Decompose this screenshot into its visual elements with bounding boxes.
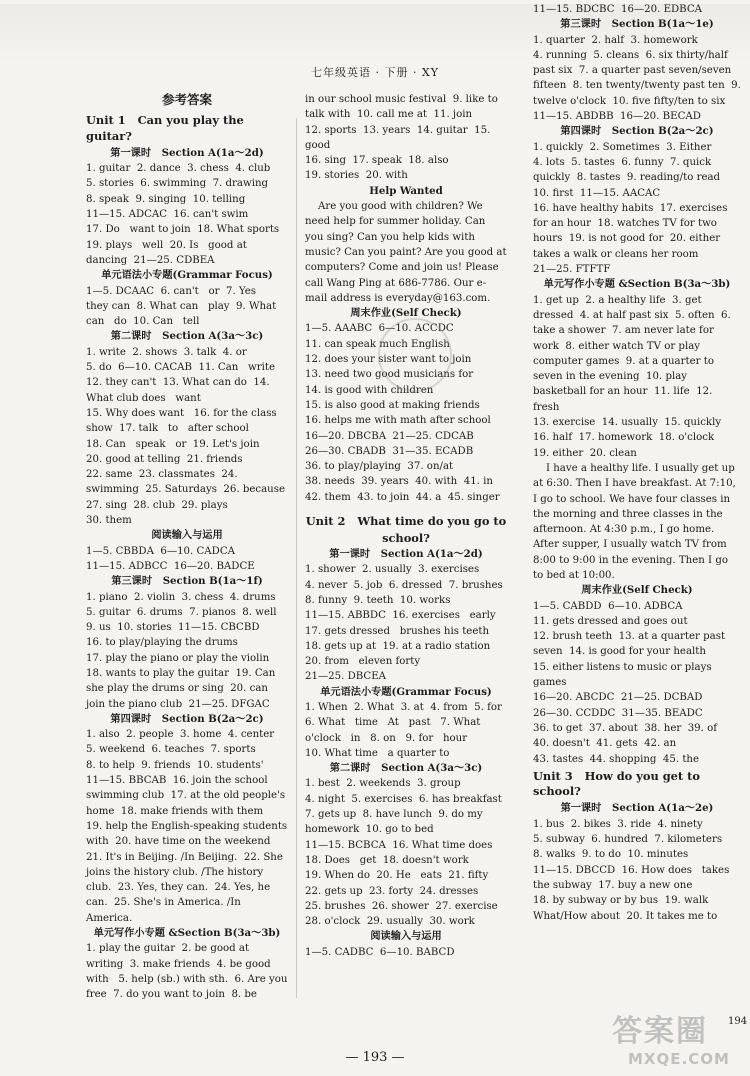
subsection-heading: 第一课时 Section A(1a～2d) bbox=[110, 146, 264, 159]
answer-line: 5. guitar 6. drums 7. pianos 8. well bbox=[86, 606, 277, 618]
answer-line: 16. sing 17. speak 18. also bbox=[305, 155, 449, 167]
answer-line: 27. sing 28. club 29. plays bbox=[86, 499, 228, 511]
answer-line: 17. Do want to join 18. What sports bbox=[86, 224, 280, 236]
page-number: — 193 — bbox=[345, 1050, 405, 1065]
answer-line: 1. quickly 2. Sometimes 3. Either bbox=[533, 141, 712, 153]
answer-line: 11—15. ABBDC 16. exercises early bbox=[305, 610, 496, 622]
answer-line: 1. When 2. What 3. at 4. from 5. for bbox=[305, 701, 502, 713]
answer-line: 11. gets dressed and goes out bbox=[533, 615, 688, 627]
column-right bbox=[533, 2, 745, 924]
watermark-url: MXQE.COM bbox=[628, 1050, 730, 1068]
answer-line: 18. wants to play the guitar 19. Can she play the drums or sing 20. can join the piano club 21—25. DFGAC bbox=[86, 667, 279, 710]
answer-line: 16—20. ABCDC 21—25. DCBAD bbox=[533, 692, 703, 704]
answer-line: 8. to help 9. friends 10. students' bbox=[86, 759, 264, 771]
answer-line: 15. Why does want 16. for the class show 17. talk to after school bbox=[86, 407, 280, 435]
answer-line: Are you good with children? We need help for summer holiday. Can you sing? Can you help kids with music? Can you paint? Are you good at computers? Come and join us! Please call Wang Ping at 686-7786. Our e-mail address is everyday@163.com. bbox=[305, 201, 510, 304]
answer-line: 18. gets up at 19. at a radio station bbox=[305, 640, 491, 652]
answer-line: 16. have healthy habits 17. exercises for an hour 18. watches TV for two hours 19. is not good for 20. either takes a walk or cleans her room bbox=[533, 202, 731, 260]
subsection-heading: Help Wanted bbox=[369, 184, 443, 197]
section-title: 参考答案 bbox=[161, 92, 212, 107]
answer-line: 11—15. BBCAB 16. join the school swimming club 17. at the old people's home 18. make friends with them bbox=[86, 775, 289, 817]
answer-line: 22. gets up 23. forty 24. dresses bbox=[305, 885, 479, 897]
column-middle bbox=[305, 92, 511, 960]
answer-line: 22. same 23. classmates 24. swimming 25. Saturdays 26. because bbox=[86, 469, 286, 496]
column-divider bbox=[296, 118, 297, 998]
answer-line: 11—15. ADCAC 16. can't swim bbox=[86, 209, 249, 221]
answer-line: 1. shower 2. usually 3. exercises bbox=[305, 564, 480, 576]
answer-line: 11—15. BCBCA 16. What time does bbox=[305, 839, 493, 851]
answer-line: 13. need two good musicians for bbox=[305, 369, 474, 381]
answer-line: 4. never 5. job 6. dressed 7. brushes 8. funny 9. teeth 10. works bbox=[305, 579, 510, 606]
answer-line: 21—25. DBCEA bbox=[305, 671, 387, 683]
subsection-heading: 第二课时 Section A(3a～3c) bbox=[329, 762, 483, 775]
answer-line: 19. plays well 20. Is good at dancing 21—25. CDBEA bbox=[86, 239, 251, 266]
answer-line: 12. sports 13. years 14. guitar 15. good bbox=[305, 124, 494, 151]
column-left bbox=[86, 92, 291, 1003]
answer-line: 16. half 17. homework 18. o'clock bbox=[533, 432, 715, 444]
answer-line: 14. is good with children bbox=[305, 384, 434, 396]
answer-line: 30. them bbox=[86, 515, 132, 527]
subsection-heading: 第四课时 Section B(2a～2c) bbox=[110, 712, 264, 725]
answer-line: 38. needs 39. years 40. with 41. in bbox=[305, 476, 493, 488]
page-header: 七年级英语 · 下册 · XY bbox=[310, 66, 440, 79]
subsection-heading: 周末作业(Self Check) bbox=[350, 307, 462, 320]
subsection-heading: 第一课时 Section A(1a～2e) bbox=[560, 802, 714, 815]
answer-line: What/How about 20. It takes me to bbox=[533, 910, 718, 922]
answer-line: 4. running 5. cleans 6. six thirty/half past six 7. a quarter past seven/seven fifteen 8. ten twenty/twenty past ten 9. twelve o'clock 10. five fifty/ten to six bbox=[533, 49, 745, 107]
answer-line: 11. can speak much English bbox=[305, 338, 450, 350]
answer-line: 19. help the English-speaking students with 20. have time on the weekend bbox=[86, 820, 291, 848]
answer-line: 17. play the piano or play the violin bbox=[86, 652, 270, 664]
subsection-heading: 单元写作小专题 &Section B(3a～3b) bbox=[93, 927, 281, 940]
answer-line: 15. either listens to music or plays games bbox=[533, 661, 715, 689]
answer-line: 1. piano 2. violin 3. chess 4. drums bbox=[86, 591, 276, 603]
answer-line: 1. quarter 2. half 3. homework bbox=[533, 34, 698, 46]
answer-line: 16. helps me with math after school bbox=[305, 415, 491, 427]
answer-line: 20. from eleven forty bbox=[305, 656, 421, 668]
answer-line: 5. subway 6. hundred 7. kilometers bbox=[533, 834, 723, 846]
answer-line: 19. When do 20. He eats 21. fifty bbox=[305, 870, 489, 882]
stamp-mark bbox=[378, 318, 452, 392]
subsection-heading: 单元语法小专题(Grammar Focus) bbox=[320, 685, 492, 698]
answer-line: 18. Does get 18. doesn't work bbox=[305, 854, 469, 866]
subsection-heading: 阅读输入与运用 bbox=[370, 930, 442, 943]
answer-line: 12. brush teeth 13. at a quarter past seven 14. is good for your health bbox=[533, 631, 729, 658]
unit-heading: Unit 1 Can you play the guitar? bbox=[86, 113, 248, 143]
answer-line: 11—15. ABDBB 16—20. BECAD bbox=[533, 111, 701, 123]
subsection-heading: 阅读输入与运用 bbox=[151, 529, 223, 542]
answer-line: 4. night 5. exercises 6. has breakfast bbox=[305, 793, 502, 805]
answer-line: 26—30. CBADB 31—35. ECADB bbox=[305, 445, 474, 457]
answer-line: 40. doesn't 41. gets 42. an bbox=[533, 738, 677, 750]
answer-line: 5. weekend 6. teaches 7. sports bbox=[86, 744, 256, 756]
watermark-text: 答案圈 bbox=[612, 1014, 708, 1049]
answer-line: 18. Can speak or 19. Let's join bbox=[86, 438, 260, 450]
answer-line: 16. to play/playing the drums bbox=[86, 637, 238, 649]
subsection-heading: 第三课时 Section B(1a～1f) bbox=[111, 575, 263, 588]
answer-line: 1—5. DCAAC 6. can't or 7. Yes they can 8. What can play 9. What can do 10. Can tell bbox=[86, 285, 286, 328]
answer-line: 9. us 10. stories 11—15. CBCBD bbox=[86, 622, 260, 634]
answer-line: 1. write 2. shows 3. talk 4. or bbox=[86, 346, 247, 358]
corner-page-number: 194 bbox=[728, 1016, 748, 1027]
answer-line: 1—5. AAABC 6—10. ACCDC bbox=[305, 323, 454, 335]
subsection-heading: 第三课时 Section B(1a～1e) bbox=[560, 18, 714, 31]
answer-line: 1. play the guitar 2. be good at writing 3. make friends 4. be good with 5. help (sb.) with sth. 6. Are you free 7. do you want to join 8. be bbox=[86, 943, 291, 1001]
subsection-heading: 单元写作小专题 &Section B(3a～3b) bbox=[543, 278, 731, 291]
subsection-heading: 第一课时 Section A(1a～2d) bbox=[329, 548, 483, 561]
answer-line: 42. them 43. to join 44. a 45. singer bbox=[305, 491, 500, 503]
answer-line: 36. to play/playing 37. on/at bbox=[305, 461, 454, 473]
answer-line: 1. get up 2. a healthy life 3. get dressed 4. at half past six 5. often 6. take a shower 7. am never late for work 8. either watch TV or play computer games 9. at a quarter to seven in the evening 10. play basketball for an hour 11. life 12. fresh bbox=[533, 294, 735, 413]
answer-line: 1. also 2. people 3. home 4. center bbox=[86, 729, 275, 741]
answer-line: 1—5. CABDD 6—10. ADBCA bbox=[533, 600, 683, 612]
answer-line: 28. o'clock 29. usually 30. work bbox=[305, 916, 475, 928]
answer-line: 11—15. ADBCC 16—20. BADCE bbox=[86, 560, 255, 572]
answer-line: 1—5. CADBC 6—10. BABCD bbox=[305, 946, 455, 958]
answer-line: 36. to get 37. about 38. her 39. of bbox=[533, 722, 718, 734]
answer-line: 19. either 20. clean bbox=[533, 447, 637, 459]
answer-line: 21—25. FTFTF bbox=[533, 264, 611, 276]
answer-line: 6. What time At past 7. What o'clock in 8. on 9. for hour bbox=[305, 717, 484, 744]
subsection-heading: 单元语法小专题(Grammar Focus) bbox=[101, 269, 273, 282]
answer-line: 13. exercise 14. usually 15. quickly bbox=[533, 417, 722, 429]
answer-line: 1. best 2. weekends 3. group bbox=[305, 778, 461, 790]
unit-heading: Unit 2 What time do you go to school? bbox=[305, 514, 511, 546]
answer-line: 4. lots 5. tastes 6. funny 7. quick quickly 8. tastes 9. reading/to read 10. first 11—15. AACAC bbox=[533, 156, 727, 199]
watermark-logo bbox=[612, 1006, 742, 1072]
subsection-heading: 第四课时 Section B(2a～2c) bbox=[560, 125, 714, 138]
answer-line: 8. walks 9. to do 10. minutes bbox=[533, 849, 689, 861]
answer-line: 17. gets dressed brushes his teeth bbox=[305, 625, 490, 637]
answer-line: 10. What time a quarter to bbox=[305, 747, 450, 759]
answer-line: 21. It's in Beijing. /In Beijing. 22. She joins the history club. /The history club. 23. Yes, they can. 24. Yes, he can. 25. She's in America. /In America. bbox=[86, 851, 287, 924]
answer-line: I have a healthy life. I usually get up at 6:30. Then I have breakfast. At 7:10, I go to school. We have four classes in the morning and three classes in the afternoon. At 4:30 p.m., I go home. After supper, I usually watch TV from 8:00 to 9:00 in the evening. Then I go to bed at 10:00. bbox=[533, 462, 740, 581]
answer-line: 8. speak 9. singing 10. telling bbox=[86, 193, 246, 205]
answer-line: 7. gets up 8. have lunch 9. do my homework 10. go to bed bbox=[305, 809, 486, 836]
answer-line: in our school music festival 9. like to talk with 10. call me at 11. join bbox=[305, 94, 502, 121]
answer-line: 1—5. CBBDA 6—10. CADCA bbox=[86, 545, 235, 557]
answer-line: 1. bus 2. bikes 3. ride 4. ninety bbox=[533, 818, 703, 830]
answer-line: 16—20. DBCBA 21—25. CDCAB bbox=[305, 430, 474, 442]
answer-line: 20. good at telling 21. friends bbox=[86, 453, 243, 465]
answer-line: 15. is also good at making friends bbox=[305, 399, 480, 411]
answer-line: 18. by subway or by bus 19. walk bbox=[533, 895, 709, 907]
answer-line: 12. does your sister want to join bbox=[305, 354, 472, 366]
answer-line: 25. brushes 26. shower 27. exercise bbox=[305, 900, 498, 912]
subsection-heading: 第二课时 Section A(3a～3c) bbox=[110, 330, 264, 343]
answer-line: 26—30. CCDDC 31—35. BEADC bbox=[533, 707, 703, 719]
answer-line: 11—15. DBCCD 16. How does takes the subway 17. buy a new one bbox=[533, 864, 733, 891]
answer-line: 43. tastes 44. shopping 45. the bbox=[533, 753, 700, 765]
answer-line: 11—15. BDCBC 16—20. EDBCA bbox=[533, 4, 703, 15]
answer-line: 5. do 6—10. CACAB 11. Can write 12. they can't 13. What can do 14. What club does want bbox=[86, 362, 282, 404]
subsection-heading: 周末作业(Self Check) bbox=[581, 584, 693, 597]
answer-line: 5. stories 6. swimming 7. drawing bbox=[86, 178, 269, 190]
answer-line: 1. guitar 2. dance 3. chess 4. club bbox=[86, 163, 271, 175]
unit-heading: Unit 3 How do you get to school? bbox=[533, 768, 704, 799]
answer-line: 19. stories 20. with bbox=[305, 170, 408, 182]
